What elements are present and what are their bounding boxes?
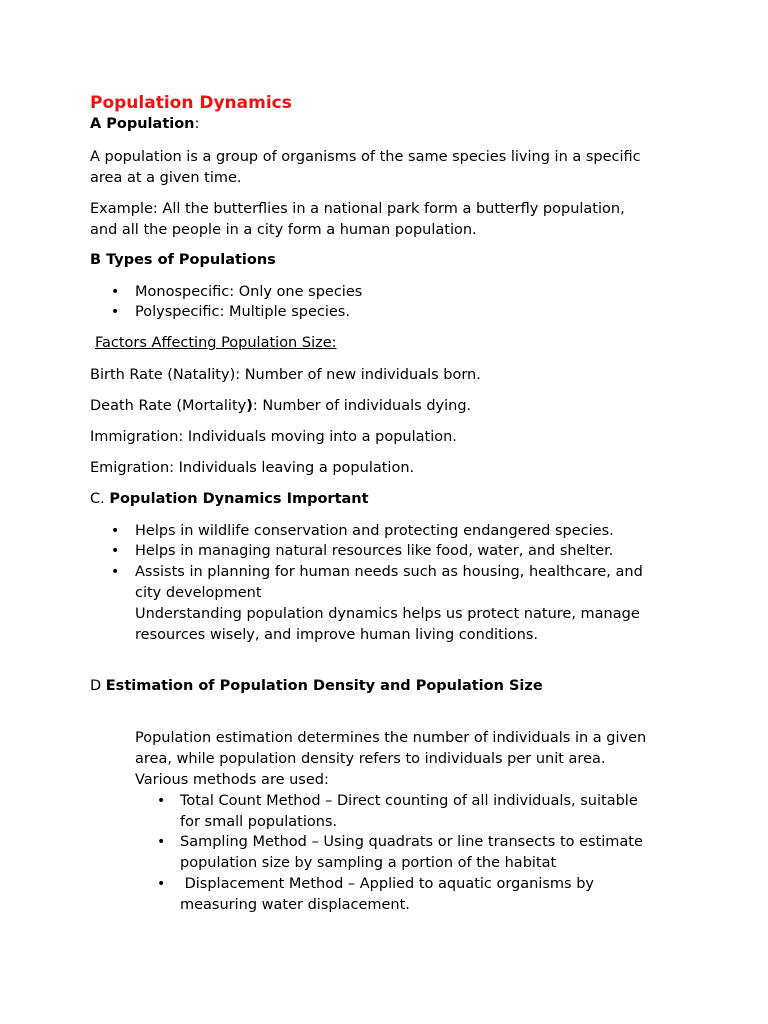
section-b-heading: B Types of Populations bbox=[90, 252, 276, 268]
bullet-icon: • bbox=[111, 564, 120, 580]
bullet-icon: • bbox=[157, 876, 166, 892]
section-d-intro-line: Various methods are used: bbox=[135, 772, 329, 788]
section-d-heading-text: Estimation of Population Density and Population Size bbox=[105, 678, 543, 694]
section-a-example-line-1: Example: All the butterflies in a national park form a butterfly population, bbox=[90, 201, 625, 217]
section-d-intro-line: Population estimation determines the number of individuals in a given bbox=[135, 730, 647, 746]
method-item-line: measuring water displacement. bbox=[180, 897, 410, 913]
importance-continuation-line: Understanding population dynamics helps us protect nature, manage bbox=[135, 606, 640, 622]
section-a-heading-suffix: : bbox=[194, 116, 200, 132]
population-type-item: Monospecific: Only one species bbox=[135, 284, 363, 300]
bullet-icon: • bbox=[111, 523, 120, 539]
bullet-icon: • bbox=[111, 284, 120, 300]
importance-continuation-line: resources wisely, and improve human living conditions. bbox=[135, 627, 539, 643]
method-item-line: Sampling Method – Using quadrats or line transects to estimate bbox=[180, 834, 643, 850]
death-rate-suffix: : Number of individuals dying. bbox=[252, 398, 472, 414]
section-a-heading-text: A Population bbox=[90, 116, 195, 132]
section-c-heading-text: Population Dynamics Important bbox=[109, 491, 369, 507]
population-type-item: Polyspecific: Multiple species. bbox=[135, 304, 350, 320]
section-a-definition-line-2: area at a given time. bbox=[90, 170, 242, 186]
section-d-intro-line: area, while population density refers to individuals per unit area. bbox=[135, 751, 606, 767]
method-item-line: Total Count Method – Direct counting of all individuals, suitable bbox=[180, 793, 638, 809]
section-c-heading bbox=[90, 489, 369, 510]
method-item-line: population size by sampling a portion of the habitat bbox=[180, 855, 557, 871]
factors-heading: Factors Affecting Population Size: bbox=[95, 335, 337, 351]
section-a-definition-line-1: A population is a group of organisms of the same species living in a specific bbox=[90, 149, 641, 165]
importance-item: Helps in wildlife conservation and protecting endangered species. bbox=[135, 523, 614, 539]
section-c-label: C. bbox=[90, 491, 105, 507]
section-a-example-line-2: and all the people in a city form a human population. bbox=[90, 222, 477, 238]
factor-item-emigration: Emigration: Individuals leaving a population. bbox=[90, 460, 415, 476]
death-rate-prefix: Death Rate (Mortality bbox=[90, 398, 247, 414]
bullet-icon: • bbox=[157, 793, 166, 809]
factor-item-death-rate bbox=[90, 396, 471, 417]
bullet-icon: • bbox=[111, 304, 120, 320]
section-a-heading bbox=[90, 114, 199, 135]
bullet-icon: • bbox=[111, 543, 120, 559]
death-rate-paren: ) bbox=[246, 398, 253, 414]
importance-continuation-line: city development bbox=[135, 585, 262, 601]
page-title: Population Dynamics bbox=[90, 93, 292, 113]
importance-item: Helps in managing natural resources like food, water, and shelter. bbox=[135, 543, 614, 559]
section-d-label: D bbox=[90, 678, 102, 694]
method-item-line: for small populations. bbox=[180, 814, 338, 830]
section-d-heading bbox=[90, 676, 543, 697]
factor-item-birth-rate: Birth Rate (Natality): Number of new individuals born. bbox=[90, 367, 481, 383]
method-item-line: Displacement Method – Applied to aquatic organisms by bbox=[180, 876, 595, 892]
importance-item: Assists in planning for human needs such as housing, healthcare, and bbox=[135, 564, 643, 580]
bullet-icon: • bbox=[157, 834, 166, 850]
factor-item-immigration: Immigration: Individuals moving into a population. bbox=[90, 429, 457, 445]
